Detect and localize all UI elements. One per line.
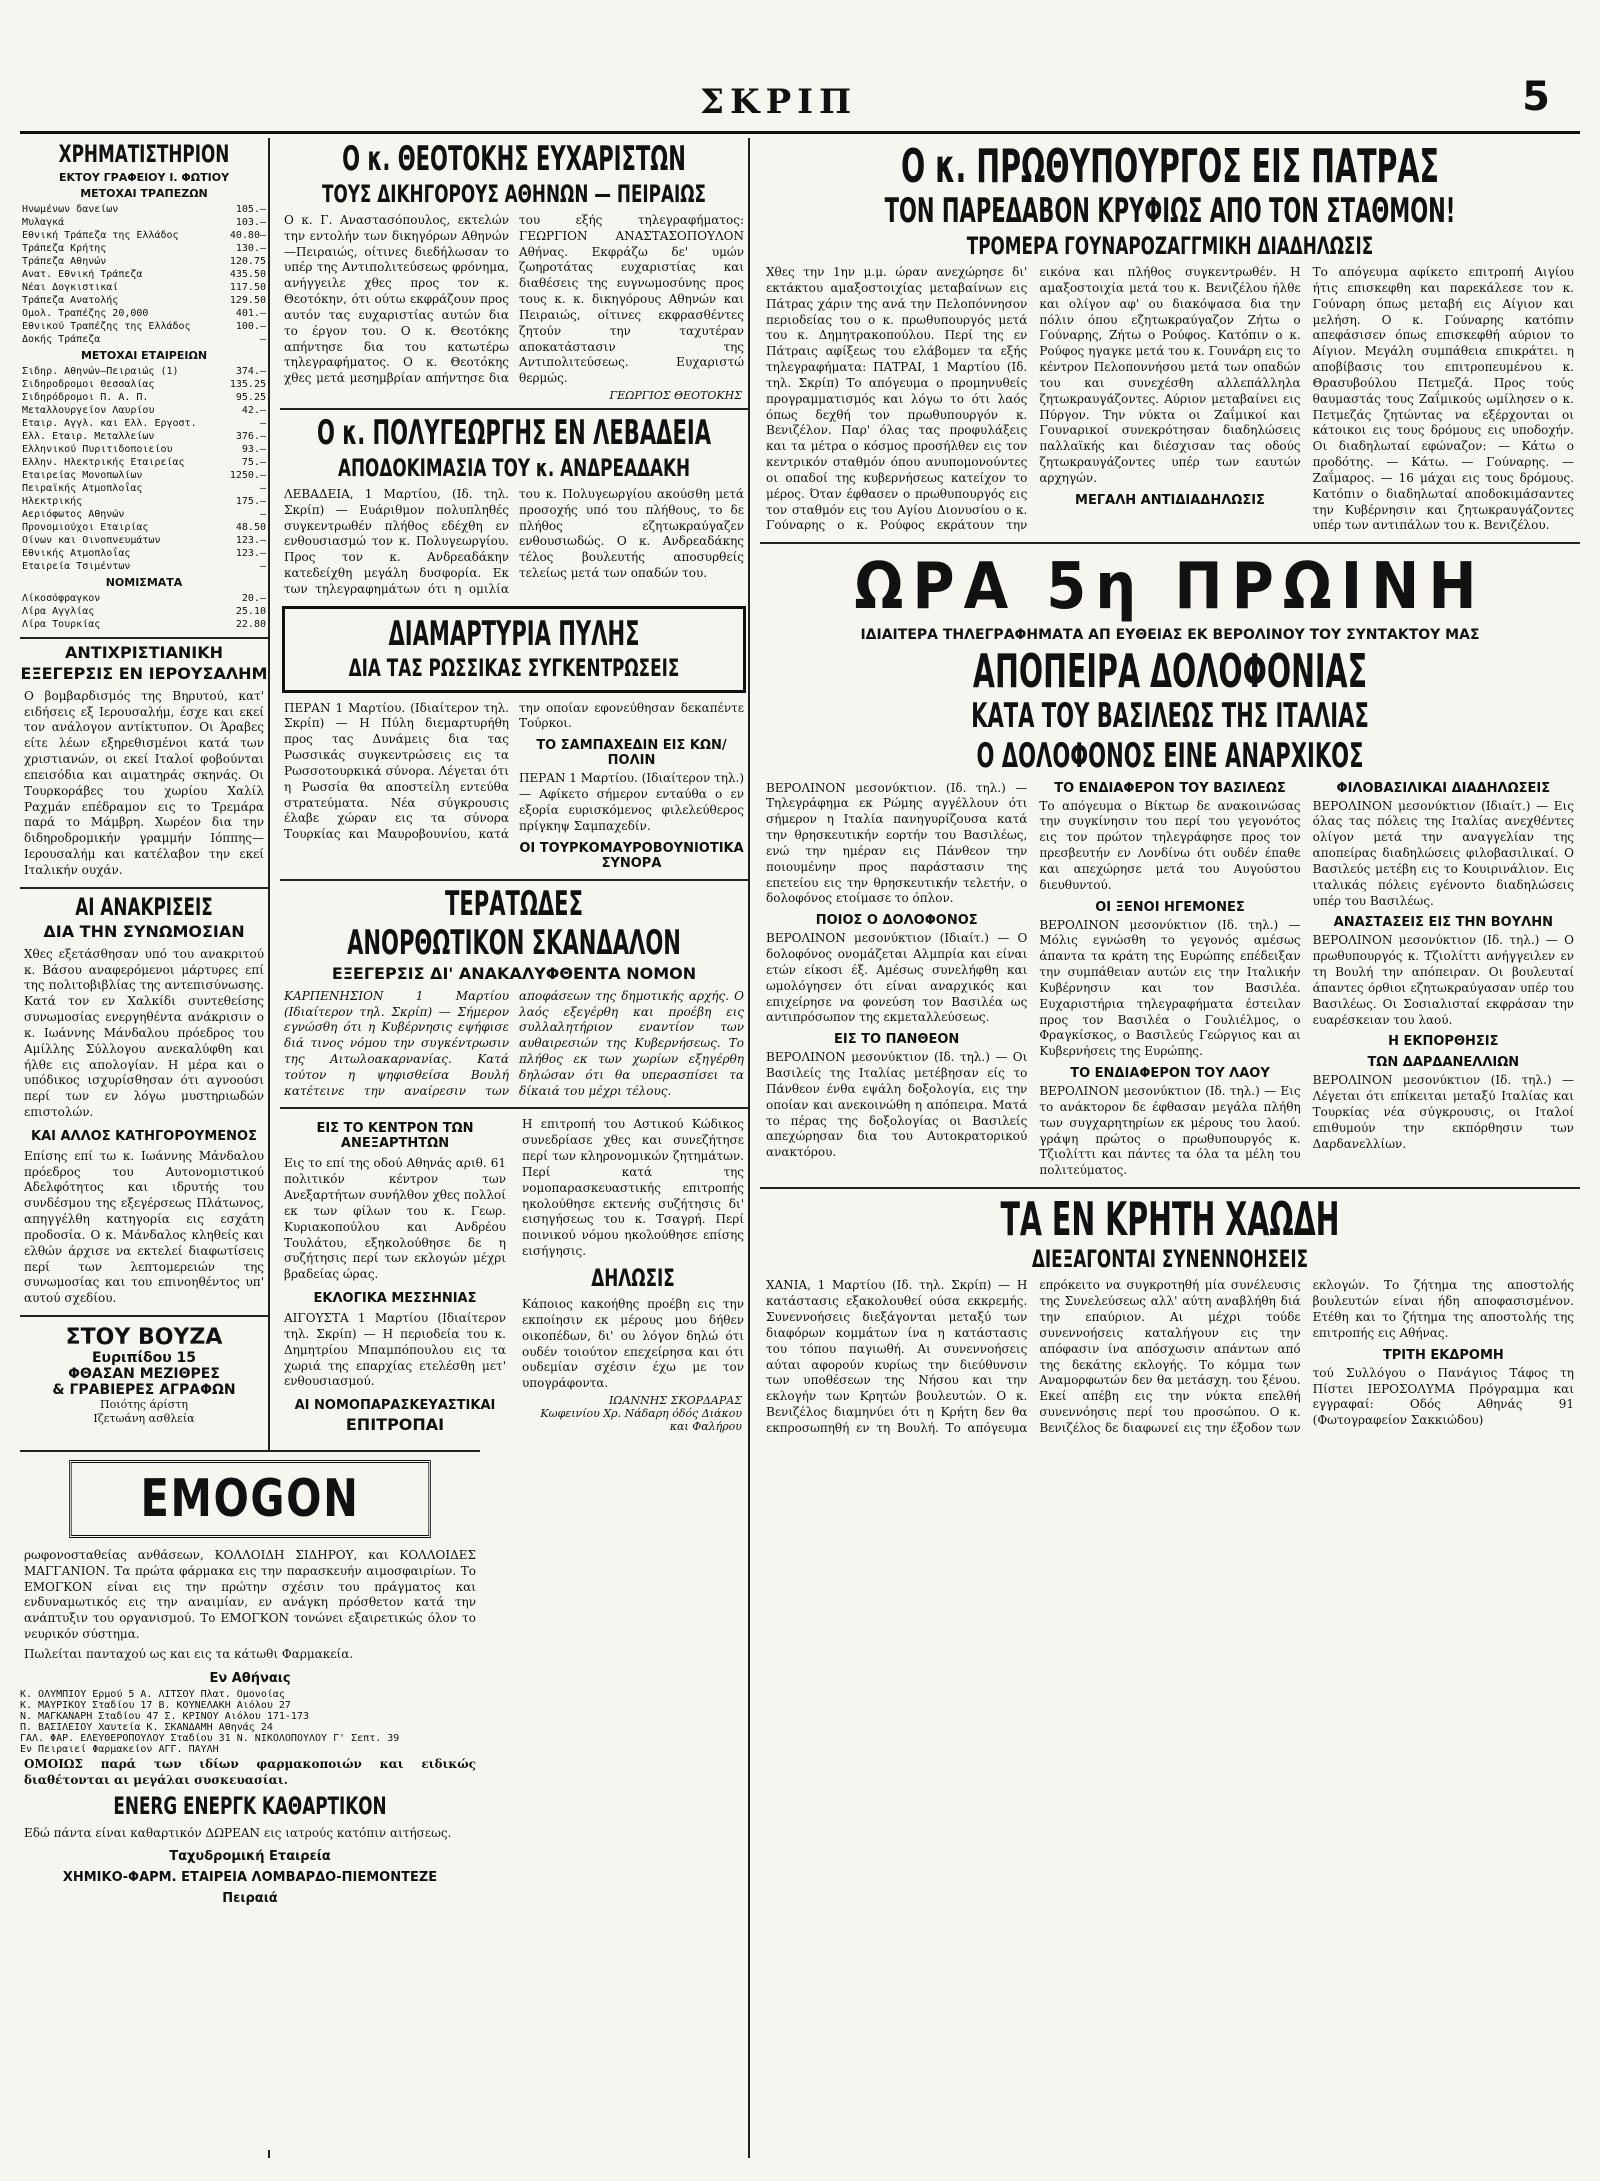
stock-row xyxy=(20,592,268,605)
article-body xyxy=(280,699,748,873)
article-text: ΒΕΡΟΛΙΝΟΝ μεσονύκτιον (Ιδ. τηλ.) — Λέγεται ότι επίκειται μεταξύ Ιταλίας και Τουρκίας νέα σύγκρουσις, οι Ιταλοί επιθυμούν την εκπόρθησιν των Δαρδανελλίων. xyxy=(1312,1073,1574,1151)
article-heading: ΑΙ ΝΟΜΟΠΑΡΑΣΚΕΥΑΣΤΙΚΑΙ xyxy=(294,1398,496,1414)
stock-row xyxy=(20,294,268,307)
ad-line: Ταχυδρομική Εταιρεία xyxy=(169,1849,331,1865)
stock-value: 25.10 xyxy=(235,606,266,618)
ad-body: Πωλείται πανταχού ως και εις τα κάτωθι Φαρμακεία. xyxy=(24,1646,354,1661)
ad-subheading: Εν Αθήναις xyxy=(209,1670,291,1686)
stock-value: — xyxy=(259,509,266,521)
ad-line: Ιζετωάνη ασθλεία xyxy=(93,1412,195,1426)
stock-name: Εταιρείας Μονοπωλίων xyxy=(22,470,143,482)
article-subheading: ΤΡΟΜΕΡΑ ΓΟΥΝΑΡΟΖΑΓΓΜΙΚΗ ΔΙΑΔΗΛΩΣΙΣ xyxy=(966,231,1374,260)
stock-row xyxy=(20,391,268,404)
article-subheading: ΤΩΝ ΔΑΡΔΑΝΕΛΛΙΩΝ xyxy=(1367,1055,1520,1071)
ad-body: ρωφονοσταθείας ανθάσεων, ΚΟΛΛΟΙΔΗ ΣΙΔΗΡΟΥ, και ΚΟΛΛΟΙΔΕΣ ΜΑΓΓΑΝΙΟΝ. Τα πρώτα φάρμακα εις την παρασκευήν αιμοσφαιρίων. Το ΕΜΟΓΚΟΝ είναι εις την πρώτην σχέσιν του πράγματος και ενδυναμωτικός εις την αναιμίαν, εν ανάγκη πρόσθετον κατά την ανάπτυξιν του οργανισμού. Το ΕΜΟΓΚΟΝ τονώνει εξαιρετικώς όλον το νευρικόν σύστημα. xyxy=(24,1548,476,1642)
signature: ΙΩΑΝΝΗΣ ΣΚΟΡΔΑΡΑΣ xyxy=(609,1394,742,1408)
article-body: ΑΙΓΟΥΣΤΑ 1 Μαρτίου (Ιδιαίτερον τηλ. Σκρίπ) — Η περιοδεία του κ. Δημητρίου Μπαμπόπουλου εις τα χωριά της επαρχίας ετελέσθη μετ' ενθουσιασμού. xyxy=(284,1311,506,1389)
article-subheading: ΑΝΑΣΤΑΣΕΙΣ ΕΙΣ ΤΗΝ ΒΟΥΛΗΝ xyxy=(1333,915,1553,931)
stock-value: 100.— xyxy=(235,321,266,333)
article-body xyxy=(760,1276,1580,1438)
stock-name: Λίρα Αγγλίας xyxy=(22,606,95,618)
article-subheading: ΔΙΑ ΤΗΝ ΣΥΝΩΜΟΣΙΑΝ xyxy=(43,921,245,941)
article-text: ΠΕΡΑΝ 1 Μαρτίου. (Ιδιαίτερον τηλ. Σκρίπ) — Η Πύλη διεμαρτυρήθη προς τας Δυνάμεις δια τας Ρωσσικάς συγκεντρώσεις εις τα Ρωσσοτουρκικά σύνορα. Λέγεται ότι η Ρωσσία θα αποστείλη εντεύθα στρατεύματα. Νέα σύγκρουσις έλαβε χώραν εις τα σύνορα Τουρκίας και Μαυροβουνίου, κατά την οποίαν εφονεύθησαν δεκαπέντε Τούρκοι. xyxy=(284,700,744,842)
ad-product: ENERG ΕΝΕΡΓΚ ΚΑΘΑΡΤΙΚΟΝ xyxy=(113,1792,387,1821)
banner-subheading: ΙΔΙΑΙΤΕΡΑ ΤΗΛΕΓΡΑΦΗΜΑΤΑ ΑΠ ΕΥΘΕΙΑΣ ΕΚ ΒΕΡΟΛΙΝΟΥ ΤΟΥ ΣΥΝΤΑΚΤΟΥ ΜΑΣ xyxy=(860,627,1480,644)
page-number: 5 xyxy=(1522,74,1550,120)
article-text: ΒΕΡΟΛΙΝΟΝ μεσονύκτιον (Ιδιαίτ.) — Ο δολοφόνος ονομάζεται Αλμπρία και είναι ετών είκοσι έξ. Αμέσως συνελήφθη και ωμολόγησεν ότι είναι αναρχικός και επιχείρησε να φονεύση τον Βασιλέα ως αντιπρόσωπον της εκμεταλλεύσεως. xyxy=(766,931,1028,1025)
stock-value: — xyxy=(259,561,266,573)
stock-row xyxy=(20,242,268,255)
article-subheading: ΔΙΑ ΤΑΣ ΡΩΣΣΙΚΑΣ ΣΥΓΚΕΝΤΡΩΣΕΙΣ xyxy=(348,654,680,683)
subcolumn-left xyxy=(280,1115,510,1438)
article-subheading: ΚΑΙ ΑΛΛΟΣ ΚΑΤΗΓΟΡΟΥΜΕΝΟΣ xyxy=(31,1128,257,1144)
stock-table-companies xyxy=(20,365,268,573)
stock-value: — xyxy=(259,334,266,346)
article-text: Κατόπιν ο κ. Ρούφος ηγαγκε μετά του κ. Γουνάρη εις το κέντρον Πελοποννήσου μετά των οπαδών του και συνεχέσθη αλλεπάλληλα ζητωκραυγάζοντες. Αύριον μεταβαίνει εις Πύργον. Την νύκτα οι Ζαΐμικοί και Γουναρικοί συνεκρότησαν διαδηλώσεις παλλαϊκής και διέσχισαν τας οδούς ζητωκραυγάζοντες υπέρ των εαυτών αρχηγών. xyxy=(1039,328,1301,485)
stock-name: Ανατ. Εθνική Τράπεζα xyxy=(22,269,143,281)
article-heading: ΤΕΡΑΤΩΔΕΣ xyxy=(445,883,583,924)
stock-row xyxy=(20,268,268,281)
divider xyxy=(20,887,268,889)
stock-exchange-heading: ΧΡΗΜΑΤΙΣΤΗΡΙΟΝ xyxy=(58,140,230,168)
article-text: Το απόγευμα επρόκειτο να συγκροτηθή μία συνέλευσις της Συνελεύσεως αλλ' αύτη αναβλήθη διά την επαύριον. Αι μέχρι τούδε συνεννοήσεις καταλήγουν εις την απόφασιν ίνα απόσχωσιν απάντων από της δεκάτης εκλογής. Το κόμμα των Αναμορφωτών δεν θα μετάσχη. xyxy=(945,1278,1301,1435)
stock-row xyxy=(20,618,268,631)
stock-value: 374.— xyxy=(235,366,266,378)
article-subheading: Η ΕΚΠΟΡΘΗΣΙΣ xyxy=(1388,1034,1499,1050)
ad-line: Πειραιά xyxy=(222,1891,278,1907)
stock-exchange-subheading: ΕΚΤΟΥ ΓΡΑΦΕΙΟΥ Ι. ΦΩΤΙΟΥ xyxy=(58,171,230,185)
stock-name: Πειραϊκής Ατμοπλοΐας xyxy=(22,483,143,495)
article-body: Κάποιος κακοήθης προέβη εις την εκποίησιν εκ μέρους μου δήθεν οικοπέδων, δι' ου λόγον δηλώ ότι ουδέν τοιούτον επεχείρησα και ότι ουδεμίαν σχέσιν έχω με τον υπογράφοντα. xyxy=(522,1297,744,1391)
article-text: ΒΕΡΟΛΙΝΟΝ μεσονύκτιον. (Ιδ. τηλ.) — Τηλεγράφημα εκ Ρώμης αγγέλλουν ότι σήμερον η Ιταλία πανηγυρίζουσα κατά την θρησκευτικήν εορτήν του Βασιλέως, ενώ την ημέραν εις Πάνθεον την ποιουμένην προς παράστασιν της επετείου εις την θρησκευτικήν τελετήν, ο δολοφόνος ετοίμασε το όπλον. xyxy=(766,780,1028,906)
stock-value: 129.50 xyxy=(229,295,266,307)
stock-row xyxy=(20,560,268,573)
divider xyxy=(280,408,748,410)
article-text: Πρόγραμμα και εγγραφαί: Οδός Αθηνάς 91 (Φωτογραφείον Σακκιώδου) xyxy=(1312,1381,1574,1428)
stock-value: 123.— xyxy=(235,535,266,547)
stock-value: 40.80— xyxy=(229,230,266,242)
two-column-section xyxy=(280,1115,748,1438)
ad-body: ΟΜΟΙΩΣ παρά των ιδίων φαρμακοποιών και ειδικώς διαθέτονται αι μεγάλαι συσκευασίαι. xyxy=(24,1756,476,1787)
article-body: Η επιτροπή του Αστικού Κώδικος συνεδρίασε χθες και συνεζήτησε περί των κληρονομικών ζητημάτων. Περί κατά της νομοπαρασκευαστικής επιτροπής ηκολούθησε εκτενής συζήτησις δι' εισηγήσεως του κ. Τσαγρή. Περί ποινικού νόμου ηκολούθησε επίσης εισήγησις. xyxy=(522,1117,744,1259)
article-subheading: ΤΟ ΣΑΜΠΑΧΕΔΙΝ ΕΙΣ ΚΩΝ/ΠΟΛΙΝ xyxy=(536,738,727,769)
stock-row xyxy=(20,307,268,320)
article-body: Χθες εξετάσθησαν υπό του ανακριτού κ. Βάσου αναφερόμενοι μάρτυρες επί της πολιτοβιβλίας της αντεπισύνωσης. Κατά τον εν Χαλκίδι συντεθείσης συνωμοσίας ενεργηθέντα ανάκρισιν ο κ. Ιωάννης Μάνδαλου πρόεδρος του Αμίλλης Σύλλογου ανεκαλύφθη και ήλθε εις απολογίαν. Η μέρα και ο υπόδικος ισχυρίσθησαν ότι αγνοούσι περί των εν λόγω μυστηριωδών επιστολών. xyxy=(24,946,264,1119)
ad-address: Ευριπίδου 15 xyxy=(91,1350,197,1367)
article-body: Ο κ. Γ. Αναστασόπουλος, εκτελών την εντολήν των δικηγόρων Αθηνών—Πειραιώς, οίτινες διεδήλωσαν το υπέρ της Αντιπολιτεύσεως φρόνημα, ανήγγειλε χθες προς τον κ. Θεοτόκην, ότι ούτω εκφράζουν προς αυτόν τας ευχαριστίας αυτών δια το έργον του. Ο κ. Θεοτόκης απήντησε δια του κατωτέρω τηλεγραφήματος. Ο κ. Θεοτόκης χθες μετά μεσημβρίαν απήντησε δια του εξής τηλεγραφήματος: ΓΕΩΡΓΙΟΝ ΑΝΑΣΤΑΣΟΠΟΥΛΟΝ Αθήνας. Εκφράζω δε' υμών ζωηροτάτας ευχαριστίας και διαθέσεις της ευγνωμοσύνης προς τους κ. κ. δικηγόρους Αθηνών και Πειραιώς, οίτινες εκφρασθέντες ζητούν την ταχυτέραν αποκατάστασιν της Αντιπολιτεύσεως. Ευχαριστώ θερμώς. xyxy=(284,212,744,386)
stock-name: Εθνικής Ατμοπλοΐας xyxy=(22,548,131,560)
stock-row xyxy=(20,378,268,391)
article-subheading: ΠΟΙΟΣ Ο ΔΟΛΟΦΟΝΟΣ xyxy=(815,913,978,929)
stock-value: 105.— xyxy=(235,204,266,216)
article-heading: Ο κ. ΠΟΛΥΓΕΩΡΓΗΣ ΕΝ ΛΕΒΑΔΕΙΑ xyxy=(316,412,712,453)
stock-row xyxy=(20,508,268,521)
stock-name: Τράπεζα Αθηνών xyxy=(22,256,107,268)
article-subheading: ΤΟ ΕΝΔΙΑΦΕΡΟΝ ΤΟΥ ΛΑΟΥ xyxy=(1070,1066,1270,1082)
stock-row xyxy=(20,547,268,560)
stock-row xyxy=(20,495,268,508)
stock-row xyxy=(20,255,268,268)
article-text: του ξένου. Εκεί απέβη εις την νύκτα επελθή συνεννόησις περί του προσώπου. Ο κ. Βενιζέλος δε διαφωνεί εις την έξοδον των εκλογών. Το ζήτημα της αποστολής βουλευτών είναι ήδη αποφασισμένον. Ετέθη και το ζήτημα της αποστολής της επιτροπής εις Αθήνας. xyxy=(1039,1278,1574,1435)
stock-value: 123.— xyxy=(235,548,266,560)
article-text: ΒΕΡΟΛΙΝΟΝ μεσονύκτιον (Ιδ. τηλ.) — Ο πρωθυπουργός κ. Τζιολίττι ανήγγειλεν εν τη Βουλή την απόπειραν. Οι βουλευταί άπαντες όρθιοι εζητωκραύγασαν υπέρ του Βασιλέως. Οι Σοσιαλισταί εκφράσαν την ευαρέσκειαν του λαού. xyxy=(1312,933,1574,1027)
article-heading: Ο κ. ΠΡΩΘΥΠΟΥΡΓΟΣ ΕΙΣ ΠΑΤΡΑΣ xyxy=(901,139,1439,193)
pharmacy-entry: Εν Πειραιεί Φαρμακείον ΑΓΓ. ΠΑΥΛΗ xyxy=(20,1743,219,1755)
stock-row xyxy=(20,229,268,242)
article-body: Επίσης επί τω κ. Ιωάννης Μάνδαλου πρόεδρος του Αυτονομιστικού Αδελφότητος και ιδρυτής του συνδέσμου της εξεγέρσεως Πλάτωνος, απηγγέλθη κατηγορία εις εσχάτη προδοσία. Ο κ. Μάνδαλος κληθείς και ελθών άρχισε να εκτελεί διαφωτίσεις περί των λεπτομερειών της συνωμοσίας και του επινοηθέντος υπ' αυτού σχεδίου. xyxy=(24,1148,264,1306)
stock-row xyxy=(20,365,268,378)
emogon-logo: EMOGON xyxy=(69,1460,431,1538)
stock-row xyxy=(20,456,268,469)
stock-value: — xyxy=(259,418,266,430)
article-subheading: ΔΙΕΞΑΓΟΝΤΑΙ ΣΥΝΕΝΝΟΗΣΕΙΣ xyxy=(1031,1245,1309,1274)
stock-value: 135.25 xyxy=(229,379,266,391)
masthead xyxy=(20,74,1580,134)
article-heading: ΑΝΤΙΧΡΙΣΤΙΑΝΙΚΗ xyxy=(65,643,223,663)
advertisement-vouza xyxy=(20,1323,268,1429)
divider xyxy=(760,542,1580,544)
stock-row xyxy=(20,320,268,333)
stock-name: Ελλην. Ηλεκτρικής Εταιρείας xyxy=(22,457,185,469)
signature-address: Κωφεινίου Χρ. Νάδαρη όδός Διάκου και Φαλήρου xyxy=(540,1407,742,1434)
banner-heading: ΩΡΑ 5η ΠΡΩΙΝΗ xyxy=(854,550,1486,625)
article-subheading: ΟΙ ΤΟΥΡΚΟΜΑΥΡΟΒΟΥΝΙΟΤΙΚΑ ΣΥΝΟΡΑ xyxy=(519,840,744,871)
article-body: ΚΑΡΠΕΝΗΣΙΟΝ 1 Μαρτίου (Ιδιαίτερον τηλ. Σκρίπ) — Σήμερον εγνώσθη ότι η Κυβέρνησις εψήφισε διά τινος νόμου την συγκέντρωσιν της Αιτωλοακαρνανίας. Κατά τούτον η ψηφισθείσα Βουλή κατέτεινε την αναίρεσιν των αποφάσεων της δημοτικής αρχής. Ο λαός εξεγέρθη και προέβη εις συλλαλητήριον εναντίον των αυθαιρεσιών της Κυβερνήσεως. Το πλήθος εκ των χωρίων εξηγέρθη δηλώσαν ότι θα υπερασπίσει τα δίκαιά του μέχρι τέλους. xyxy=(284,988,744,1098)
stock-value: 175.— xyxy=(235,496,266,508)
stock-value: 130.— xyxy=(235,243,266,255)
stock-name: Ηνωμένων δανείων xyxy=(22,204,119,216)
article-heading: ΔΙΑΜΑΡΤΥΡΙΑ ΠΥΛΗΣ xyxy=(388,613,640,654)
ad-title: ΣΤΟΥ ΒΟΥΖΑ xyxy=(65,1325,223,1351)
stock-name: Σιδηρόδρομοι Π. Α. Π. xyxy=(22,392,149,404)
article-subheading: ΦΙΛΟΒΑΣΙΛΙΚΑΙ ΔΙΑΔΗΛΩΣΕΙΣ xyxy=(1336,780,1551,796)
stock-row xyxy=(20,404,268,417)
article-body xyxy=(760,263,1580,536)
stock-name: Ελλ. Εταιρ. Μεταλλείων xyxy=(22,431,155,443)
ad-body: Εδώ πάντα είναι καθαρτικόν ΔΩΡΕΑΝ εις ιατρούς κατόπιν αιτήσεως. xyxy=(24,1825,452,1840)
article-heading: ΔΗΛΩΣΙΣ xyxy=(591,1263,675,1292)
signature: ΓΕΩΡΓΙΟΣ ΘΕΟΤΟΚΗΣ xyxy=(609,388,742,402)
stock-row xyxy=(20,469,268,482)
stock-name: Εταιρεία Τσιμέντων xyxy=(22,561,131,573)
stock-value: 376.— xyxy=(235,431,266,443)
stock-section-companies: ΜΕΤΟΧΑΙ ΕΤΑΙΡΕΙΩΝ xyxy=(80,349,208,363)
stock-value: 22.80 xyxy=(235,619,266,631)
article-text: Χθες την 1ην μ.μ. ώραν ανεχώρησε δι' εκτάκτου αμαξοστοιχίας μεταβαίνων εις Πάτρας χάριν της ανά την Πελοπόννησον περιοδείας του ο κ. πρωθυπουργός μετά του κ. Δημητρακοπούλου. Περί της εν Πάτραις αφίξεως του ελάβομεν τα εξής τηλεγραφήματα: ΠΑΤΡΑΙ, 1 Μαρτίου (Ιδ. τηλ. Σκρίπ) Το απόγευμα ο προμηνυθείς προγραμματισμός και λόγω το ότι λαός όπως δεχθή τον πρωθυπουργόν κ. Βενιζέλον. Παρ' όλας τας προφυλάξεις και τα μέτρα ο κόσμος προσήλθεν εις τον κεντρικόν σταθμόν όπου ανυπομονούντες οι οπαδοί της κυβερνήσεως κατείχον το μέρος. Όταν έφθασεν ο πρωθυπουργός εις τον σταθμόν εις του Αγίου Διονυσίου ο κ. Γούναρης ο κ. Ρούφος εκράτουν την εικόνα και πλήθος συγκεντρωθέν. Η αμαξοστοιχία μετά του κ. Βενιζέλου ήλθε και ολίγον αφ' ου διακόψασα δια την πόλιν όπου εζητωκραύγαζον Ζήτω ο Γούναρης, Ζήτω ο Ρούφος. xyxy=(766,265,1301,533)
stock-row xyxy=(20,417,268,430)
stock-value: 120.75 xyxy=(229,256,266,268)
column-right xyxy=(760,138,1580,2158)
pharmacy-entry: Π. ΒΑΣΙΛΕΙΟΥ Χαυτεία Κ. ΣΚΑΝΔΑΜΗ Αθηνάς 24 xyxy=(20,1721,273,1733)
stock-row xyxy=(20,333,268,346)
pharmacy-entry: Ν. ΜΑΓΚΑΝΑΡΗ Σταδίου 47 Σ. ΚΡΙΝΟΥ Αιόλου 171-173 xyxy=(20,1710,309,1722)
article-body xyxy=(760,779,1580,1181)
stock-value: 93.— xyxy=(241,444,266,456)
article-body: ΛΕΒΑΔΕΙΑ, 1 Μαρτίου, (Ιδ. τηλ. Σκρίπ) — Ευάριθμον πολυπληθές συγκεντρωθέν πλήθος εδέχθη εν ενθουσιασμώ τον κ. Πολυγεωργίου. Προς τον κ. Ανδρεαδάκην κατεδείχθη μεγάλη δυσφορία. Εκ των τηλεγραφημάτων ότι η ομιλία του κ. Πολυγεωργίου ακούσθη μετά προσοχής υπό του πλήθους, το δε πλήθος εζητωκραύγαζεν ενθουσιωδώς. Ο κ. Ανδρεαδάκης τέλος βουλευτής αποσυρθείς τελείως μετά των οπαδών του. xyxy=(284,486,744,596)
article-subheading: ΕΙΣ ΤΟ ΠΑΝΘΕΟΝ xyxy=(834,1032,960,1048)
ad-line: & ΓΡΑΒΙΕΡΕΣ ΑΓΡΑΦΩΝ xyxy=(52,1382,236,1399)
article-heading: ΕΚΛΟΓΙΚΑ ΜΕΣΣΗΝΙΑΣ xyxy=(313,1291,477,1307)
ad-line: ΧΗΜΙΚΟ-ΦΑΡΜ. ΕΤΑΙΡΕΙΑ ΛΟΜΒΑΡΔΟ-ΠΙΕΜΟΝΤΕΖΕ xyxy=(62,1870,438,1886)
divider xyxy=(280,879,748,881)
stock-value: 95.25 xyxy=(235,392,266,404)
ad-line: ΦΘΑΣΑΝ ΜΕΖΙΘΡΕΣ xyxy=(68,1366,220,1383)
article-heading: ΑΙ ΑΝΑΚΡΙΣΕΙΣ xyxy=(75,892,213,921)
subcolumn-right xyxy=(518,1115,748,1438)
article-subheading: Ο ΔΟΛΟΦΟΝΟΣ ΕΙΝΕ ΑΝΑΡΧΙΚΟΣ xyxy=(976,735,1364,776)
stock-value: 401.— xyxy=(235,308,266,320)
article-subheading: ΚΑΤΑ ΤΟΥ ΒΑΣΙΛΕΩΣ ΤΗΣ ΙΤΑΛΙΑΣ xyxy=(971,696,1369,737)
stock-row xyxy=(20,430,268,443)
advertisement-emogon xyxy=(20,1450,480,2150)
article-subheading: ΟΙ ΞΕΝΟΙ ΗΓΕΜΟΝΕΣ xyxy=(1095,899,1245,915)
article-heading: ΕΙΣ ΤΟ ΚΕΝΤΡΟΝ ΤΩΝ ΑΝΕΞΑΡΤΗΤΩΝ xyxy=(316,1121,474,1152)
stock-name: Ελληνικού Πυριτιδοποιείου xyxy=(22,444,173,456)
stock-name: Σιδηρ. Αθηνών—Πειραιώς (1) xyxy=(22,366,179,378)
stock-name: Τράπεζα Κρήτης xyxy=(22,243,107,255)
stock-value: 1250.— xyxy=(229,470,266,482)
article-subheading: ΑΠΟΔΟΚΙΜΑΣΙΑ ΤΟΥ κ. ΑΝΔΡΕΑΔΑΚΗ xyxy=(337,453,691,482)
article-text: ΒΕΡΟΛΙΝΟΝ μεσονύκτιον (Ιδ. τηλ.) — Μόλις εγνώσθη το γεγονός αμέσως άπαντα τα κράτη της Ευρώπης επέδειξαν την συμπάθειαν αυτών εις την Ιταλικήν Κυβέρνησιν και τον Βασιλέα. Ευχαριστήρια τηλεγραφήματα έστειλαν προς τον Βασιλέα ο Γουλιέλμος, ο Φραγκίσκος, ο Βασιλεύς Γεώργιος και αι Κυβερνήσεις της Ευρώπης. xyxy=(1039,917,1301,1059)
stock-value: 42.— xyxy=(241,405,266,417)
article-body: Ο βομβαρδισμός της Βηρυτού, κατ' ειδήσεις εξ Ιερουσαλήμ, έσχε και εκεί τον ανάλογον αντίκτυπον. Οι Άραβες είτε λέων εξηρεθισμένοι κατά των χριστιανών, οι εκεί Ιταλοί φοβούνται επεισόδια και αιματηράς σκηνάς. Οι Τουρκοράβες του χωρίου Χαλίλ Ραχμάν επέδραμον εις το Τρεμάρα παρά το Μάμβρη. Χωρέον δια την διδηροδρομικήν γραμμήν Ιόππης—Ιερουσαλήμ και κατέλαβον την εκεί Ιταλικήν ουχάν. xyxy=(24,688,264,877)
stock-name: Εθνικού Τραπέζης της Ελλάδος xyxy=(22,321,191,333)
article-heading: ΤΑ ΕΝ ΚΡΗΤΗ ΧΑΩΔΗ xyxy=(1000,1192,1340,1246)
stock-value: 103.— xyxy=(235,217,266,229)
article-subheading: ΤΟΝ ΠΑΡΕΔΑΒΟΝ ΚΡΥΦΙΩΣ ΑΠΟ ΤΟΝ ΣΤΑΘΜΟΝ! xyxy=(884,191,1456,232)
stock-section-banks: ΜΕΤΟΧΑΙ ΤΡΑΠΕΖΩΝ xyxy=(80,187,208,201)
stock-name: Λίρα Τουρκίας xyxy=(22,619,101,631)
article-subheading: ΕΞΕΓΕΡΣΙΣ ΔΙ' ΑΝΑΚΑΛΥΦΘΕΝΤΑ ΝΟΜΟΝ xyxy=(331,963,697,983)
stock-value: 75.— xyxy=(241,457,266,469)
stock-value: 48.50 xyxy=(235,522,266,534)
pharmacy-entry: ΓΑΛ. ΦΑΡ. ΕΛΕΥΘΕΡΟΠΟΥΛΟΥ Σταδίου 31 Ν. ΝΙΚΟΛΟΠΟΥΛΟΥ Γ' Σεπτ. 39 xyxy=(20,1732,400,1744)
article-body: Εις το επί της οδού Αθηνάς αριθ. 61 πολιτικόν κέντρον των Ανεξαρτήτων συνήλθον χθες πολλοί εκ των φίλων του κ. Γεωρ. Κυριακοπούλου και Ανδρέου Τουλάτου, εξηκολούθησε δε η συζήτησις περί των εκλογών μέχρι βραδείας ώρας. xyxy=(284,1156,506,1282)
stock-name: Μεταλλουργείον Λαυρίου xyxy=(22,405,155,417)
divider xyxy=(280,1107,748,1109)
stock-row xyxy=(20,203,268,216)
stock-row xyxy=(20,521,268,534)
stock-table-banks xyxy=(20,203,268,346)
stock-value: 117.50 xyxy=(229,282,266,294)
pharmacy-entry: Κ. ΟΛΥΜΠΙΟΥ Ερμού 5 Α. ΛΙΤΣΟΥ Πλατ. Ομονοίας xyxy=(20,1688,285,1700)
stock-name: Προνομιούχοι Εταιρίας xyxy=(22,522,149,534)
pharmacy-list xyxy=(20,1689,480,1755)
article-subheading: ΜΕΓΑΛΗ ΑΝΤΙΔΙΑΔΗΛΩΣΙΣ xyxy=(1075,492,1265,508)
stock-name: Λίκοσόφραγκον xyxy=(22,593,101,605)
stock-name: Σιδηροδρομοι Θεσσαλίας xyxy=(22,379,155,391)
stock-section-currency: ΝΟΜΙΣΜΑΤΑ xyxy=(105,576,183,590)
article-subheading: ΤΟΥΣ ΔΙΚΗΓΟΡΟΥΣ ΑΘΗΝΩΝ — ΠΕΙΡΑΙΩΣ xyxy=(322,179,706,208)
article-subheading: ΤΟ ΕΝΔΙΑΦΕΡΟΝ ΤΟΥ ΒΑΣΙΛΕΩΣ xyxy=(1054,780,1286,796)
divider xyxy=(20,637,268,639)
stock-name: Εθνική Τράπεζα της Ελλάδος xyxy=(22,230,179,242)
article-text: ΒΕΡΟΛΙΝΟΝ μεσονύκτιον (Ιδιαίτ.) — Εις όλας τας πόλεις της Ιταλίας ανεχθέντες ολίγον μετά την αναγγελίαν της αποπείρας διαδηλώσεις φιλοβασιλικαί. Ο Βασιλεύς μετέβη εις το Κουιρινάλιον. Εις ιταλικάς πόλεις εγένοντο διαδηλώσεις υπέρ του Βασιλέως. xyxy=(1312,798,1574,908)
divider xyxy=(760,1187,1580,1189)
stock-name: Μυλαγκά xyxy=(22,217,65,229)
stock-name: Δοκής Τράπεζα xyxy=(22,334,101,346)
stock-value: 435.50 xyxy=(229,269,266,281)
newspaper-title: ΣΚΡΙΠ xyxy=(700,82,858,122)
stock-name: Ομολ. Τραπέζης 20,000 xyxy=(22,308,149,320)
stock-value: — xyxy=(259,483,266,495)
stock-row xyxy=(20,534,268,547)
article-subheading: ΑΝΟΡΘΩΤΙΚΟΝ ΣΚΑΝΔΑΛΟΝ xyxy=(347,923,681,964)
article-text: Το απόγευμα αφίκετο επιτροπή Αιγίου ήτις επισκεφθη και παρεκάλεσε τον κ. Γούναρη όπως μεταβή εις Αίγιον και μελήση. Ο κ. Γούναρης κατόπιν απεφάσισεν όπως επισκεφθή αύριον το Αίγιον. Μεγάλη συμπάθεια επικράτει. xyxy=(1312,265,1574,359)
article-text: Το απόγευμα ο Βίκτωρ δε ανακοινώσας την συγκίνησιν του περί του γεγονότος εις τον πρώτον τηλεγράφησε προς τον πρεσβευτήν εν Λονδίνω ότι ουδέν έπαθε και απεχώρησε μετά του Αυγούστου διευθυντού. xyxy=(1039,798,1301,892)
article-text: γράψη πρώτος ο πρωθυπουργός κ. Τζιολίττι και πάντες τα όλα τα μέλη του πολιτεύματος. xyxy=(1039,1131,1301,1178)
stock-table-currency xyxy=(20,592,268,631)
stock-row xyxy=(20,482,268,495)
stock-row xyxy=(20,605,268,618)
ad-line: Ποιότης άρίστη xyxy=(100,1398,188,1412)
stock-name: Οίνων και Οινοπνευμάτων xyxy=(22,535,161,547)
article-text: ΠΕΡΑΝ 1 Μαρτίου. (Ιδιαίτερον τηλ.) — Αφίκετο σήμερον ενταύθα ο εν εξορία ευρισκόμενος φιλελεύθερος πρίγκηψ Σαμπαχεδίν. xyxy=(519,771,744,833)
pharmacy-entry: Κ. ΜΑΥΡΙΚΟΥ Σταδίου 17 Β. ΚΟΥΝΕΛΑΚΗ Αιόλου 27 xyxy=(20,1699,291,1711)
stock-name: Αεριόφωτος Αθηνών xyxy=(22,509,125,521)
stock-name: Τράπεζα Ανατολής xyxy=(22,295,119,307)
article-text: τού Συλλόγου ο Πανάγιος Τάφος τη Πίστει ΙΕΡΟΣΟΛΥΜΑ xyxy=(1312,1365,1574,1396)
stock-name: Ηλεκτρικής xyxy=(22,496,83,508)
stock-name: Νέαι Δογκιστικαί xyxy=(22,282,119,294)
article-text: η αποβίβασις του επιτροπευμένου κ. Θρασυβούλου Πετμεζά. Προς τούς θαυμαστάς τους Ζαΐμικούς ωμίλησεν ο κ. Πετμεζάς ζητώντας να εξέρχονται οι κάτοικοι εις τους δρόμους εις υποδοχήν. Οι διαδηλωταί εφώναζον: — Κάτω ο προδότης. — Κάτω. — Γούναρης. — Ζαΐμαρος. — 16 μάχαι εις τους δρόμους. Κατόπιν ο διαδηλωταί αποδοκιμάσαντες την Κυβέρνησιν και ζητωκραυγάζοντες υπέρ των αντιπάλων του κ. Βενιζέλου. xyxy=(1312,344,1574,533)
stock-value: 20.— xyxy=(241,593,266,605)
article-heading: Ο κ. ΘΕΟΤΟΚΗΣ ΕΥΧΑΡΙΣΤΩΝ xyxy=(342,139,686,179)
article-text: ΧΑΝΙΑ, 1 Μαρτίου (Ιδ. τηλ. Σκρίπ) — Η κατάστασις εξακολουθεί ούσα εκκρεμής. Συνεννοήσεις διεξάγονται μεταξύ των διαφόρων κομμάτων ίνα η κατάστασις του τόπου παγιωθή. Αι συνεννοήσεις αύται αφορούν κυρίως την διεύθυνσιν των υποθέσεων της Νήσου και την εκλογήν των Κρητών βουλευτών. Ο κ. Βενιζέλος διαμηνύει ότι η Κρήτη δεν θα εκπροσωπηθή εν τη Βουλή. xyxy=(766,1278,1028,1435)
pyle-box xyxy=(282,606,746,693)
article-subheading: ΕΞΕΓΕΡΣΙΣ ΕΝ ΙΕΡΟΥΣΑΛΗΜ xyxy=(20,663,268,683)
article-text: ΒΕΡΟΛΙΝΟΝ μεσονύκτιον (Ιδ. τηλ.) — Εις το ανάκτορον δε έφθασαν μεγάλα πλήθη των συγχαρητηρίων εκ μέρους του λαού. xyxy=(1039,1084,1301,1130)
stock-row xyxy=(20,281,268,294)
article-subheading: ΤΡΙΤΗ ΕΚΔΡΟΜΗ xyxy=(1382,1347,1504,1363)
article-heading: ΑΠΟΠΕΙΡΑ ΔΟΛΟΦΟΝΙΑΣ xyxy=(972,643,1368,698)
divider xyxy=(20,1315,268,1317)
article-subheading: ΕΠΙΤΡΟΠΑΙ xyxy=(345,1415,445,1435)
article-text: ΒΕΡΟΛΙΝΟΝ μεσονύκτιον (Ιδ. τηλ.) — Οι Βασιλείς της Ιταλίας μετέβησαν είς το Πάνθεον ένθα εψάλη δοξολογία, εις την οποίαν και ανεκοινώθη η απόπειρα. Ματά το πέρας της δοξολογίας οι Βασιλείς απεχώρησαν δια του Αυτοκρατορικού ανακτόρου. xyxy=(766,1050,1028,1160)
stock-row xyxy=(20,216,268,229)
stock-name: Εταιρ. Αγγλ. και Ελλ. Εργοστ. xyxy=(22,418,197,430)
stock-row xyxy=(20,443,268,456)
